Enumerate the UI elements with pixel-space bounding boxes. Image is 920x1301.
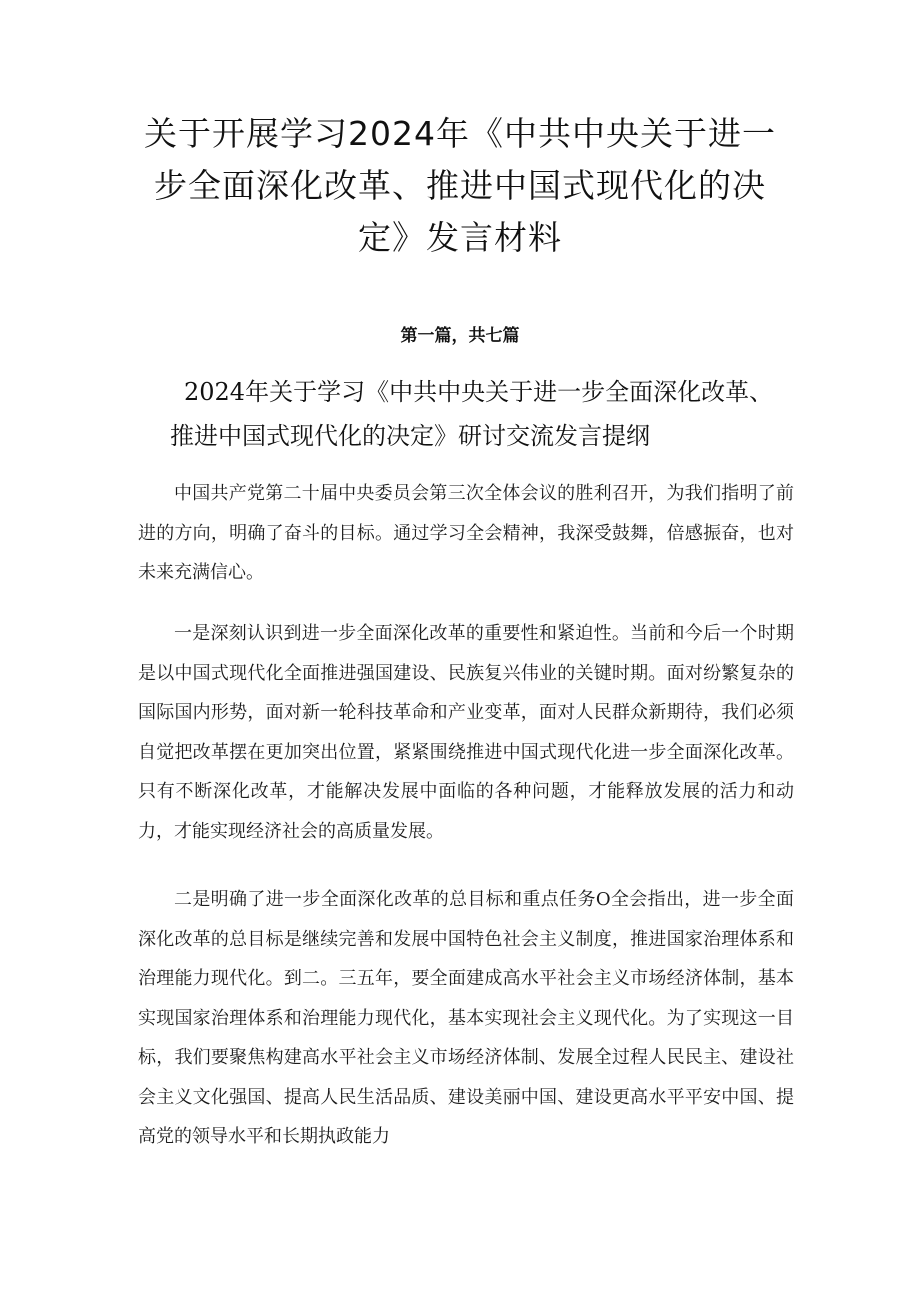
paragraph-point-one: 一是深刻认识到进一步全面深化改革的重要性和紧迫性。当前和今后一个时期是以中国式现代化全面推进强国建设、民族复兴伟业的关键时期。面对纷繁复杂的国际国内形势，面对新一轮科技革命和产业变革，面对人民群众新期待，我们必须自觉把改革摆在更加突出位置，紧紧围绕推进中国式现代化进一步全面深化改革。只有不断深化改革，才能解决发展中面临的各种问题，才能释放发展的活力和动力，才能实现经济社会的高质量发展。	[138, 623, 794, 842]
subtitle-line-1: 2024年关于学习《中共中央关于进一步全面深化改革、	[184, 378, 774, 406]
section-label: 第一篇，共七篇	[400, 326, 520, 346]
document-title: 关于开展学习2024年《中共中央关于进一步全面深化改革、推进中国式现代化的决定》发言材料	[144, 114, 776, 257]
paragraph-point-two: 二是明确了进一步全面深化改革的总目标和重点任务O全会指出，进一步全面深化改革的总目标是继续完善和发展中国特色社会主义制度，推进国家治理体系和治理能力现代化。到二。三五年，要全面建成高水平社会主义市场经济体制，基本实现国家治理体系和治理能力现代化，基本实现社会主义现代化。为了实现这一目标，我们要聚焦构建高水平社会主义市场经济体制、发展全过程人民民主、建设社会主义文化强国、提高人民生活品质、建设美丽中国、建设更高水平平安中国、提高党的领导水平和长期执政能力	[138, 889, 794, 1147]
article-subtitle	[158, 370, 838, 458]
paragraph-intro: 中国共产党第二十届中央委员会第三次全体会议的胜利召开，为我们指明了前进的方向，明确了奋斗的目标。通过学习全会精神，我深受鼓舞，倍感振奋，也对未来充满信心。	[138, 483, 794, 583]
subtitle-line-2: 推进中国式现代化的决定》研讨交流发言提纲	[170, 422, 650, 450]
